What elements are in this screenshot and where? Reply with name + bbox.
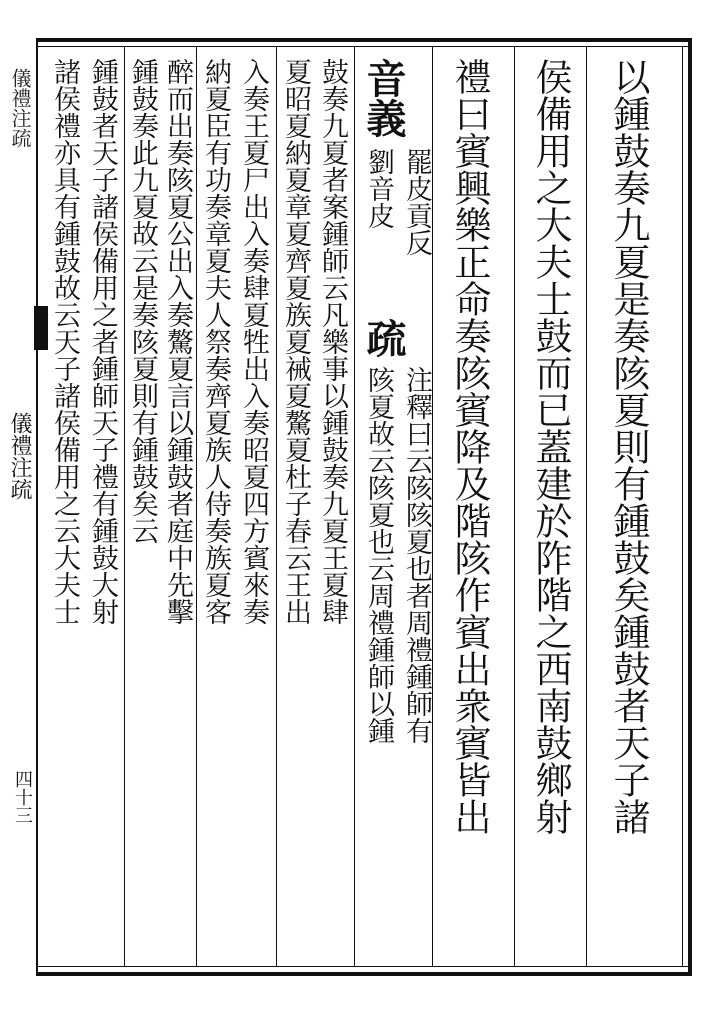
commentary-column-8: 諸侯禮亦具有鍾鼓故云天子諸侯備用之云大夫士 [49, 58, 80, 625]
right-border [688, 38, 692, 976]
main-text-column-2: 侯備用之大夫士鼓而已蓋建於阼階之西南鼓鄉射 [529, 58, 572, 835]
main-text-column-1: 以鍾鼓奏九夏是奏陔夏則有鍾鼓矣鍾鼓者天子諸 [607, 58, 650, 835]
column-divider [432, 47, 433, 966]
fish-tail-mark [34, 306, 48, 350]
yinyi-mark: 音義 [360, 58, 407, 138]
column-divider [354, 47, 355, 966]
column-divider [196, 47, 197, 966]
commentary-column-4: 納夏臣有功奏章夏夫人祭奏齊夏族人侍奏族夏客 [200, 58, 231, 625]
shu-line-1: 注釋曰云陔陔夏也者周禮鍾師有 [401, 366, 432, 744]
margin-page-number: 四十三 [12, 770, 33, 824]
commentary-column-3: 入奏王夏尸出入奏肆夏牲出入奏昭夏四方賓來奏 [238, 58, 269, 625]
commentary-column-7: 鍾鼓者天子諸侯備用之者鍾師天子禮有鍾鼓大射 [87, 58, 118, 625]
column-divider [514, 47, 515, 966]
top-border [36, 38, 692, 42]
margin-book-title: 儀禮注疏 [7, 412, 32, 500]
right-border-inner [682, 46, 683, 966]
top-border-inner [36, 46, 692, 47]
column-divider [124, 47, 125, 966]
left-border [36, 38, 38, 976]
commentary-column-2: 夏昭夏納夏章夏齊夏族夏祴夏驁夏杜子春云王出 [280, 58, 311, 625]
commentary-column-1: 鼓奏九夏者案鍾師云凡樂事以鍾鼓奏九夏王夏肆 [317, 58, 348, 625]
yinyi-line-2: 劉音皮 [363, 148, 394, 229]
bottom-border-inner [36, 966, 692, 967]
shu-mark: 疏 [360, 318, 407, 358]
yinyi-line-1: 罷皮貢反 [401, 148, 432, 256]
column-divider [276, 47, 277, 966]
shu-line-2: 陔夏故云陔夏也云周禮鍾師以鍾 [363, 366, 394, 744]
commentary-column-5: 醉而出奏陔夏公出入奏驁夏言以鍾鼓者庭中先擊 [162, 58, 193, 625]
main-text-column-3: 禮曰賓興樂正命奏陔賓降及階陔作賓出衆賓皆出 [448, 58, 491, 835]
margin-top-fragment: 儀禮注疏 [8, 68, 32, 148]
commentary-column-6: 鍾鼓奏此九夏故云是奏陔夏則有鍾鼓矣云 [127, 58, 158, 544]
column-divider [586, 47, 587, 966]
bottom-border [36, 972, 692, 976]
